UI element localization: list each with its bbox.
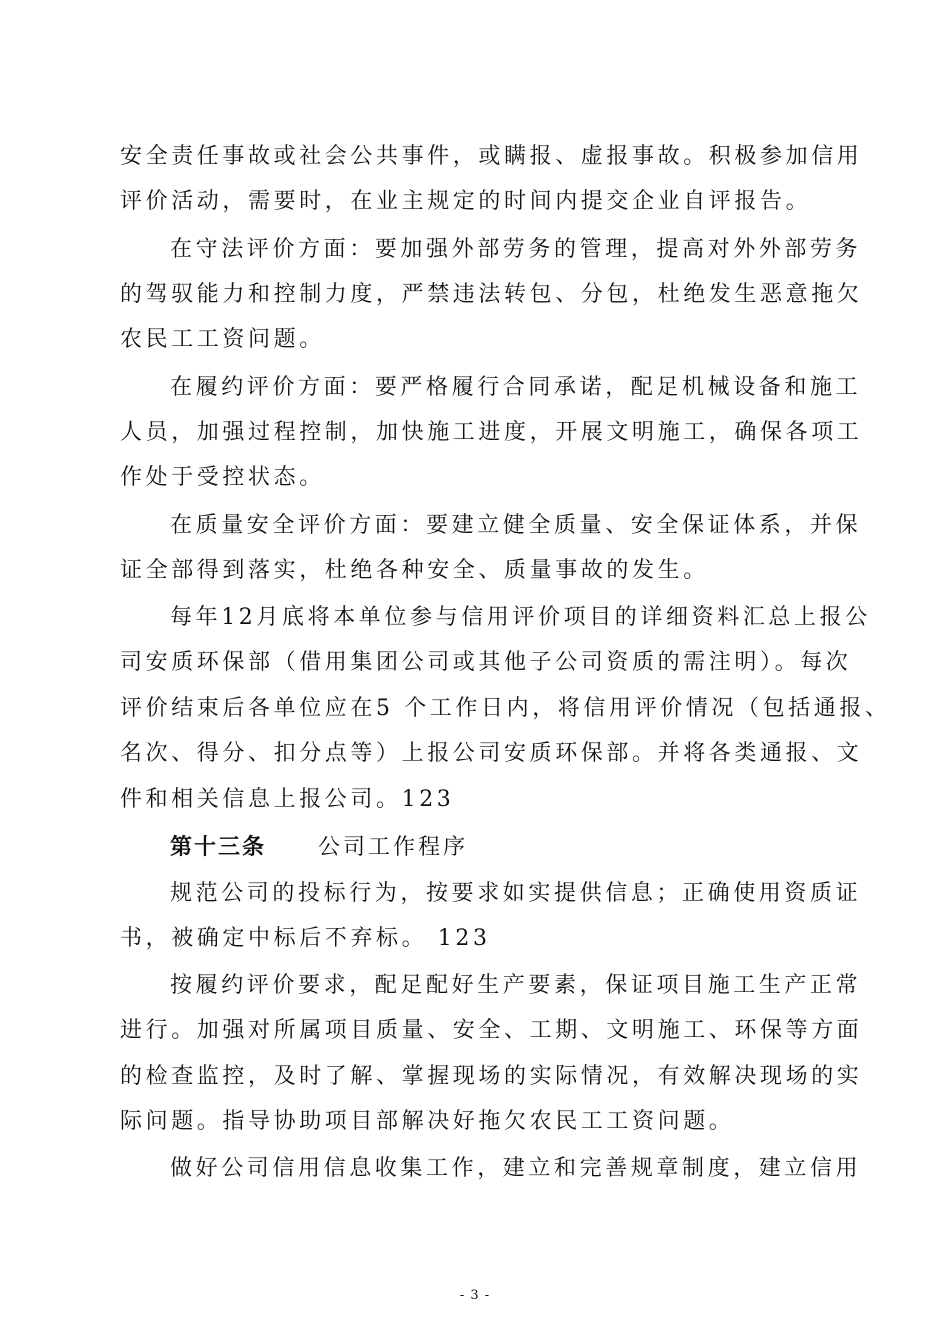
paragraph-line: 在质量安全评价方面：要建立健全质量、安全保证体系，并保 xyxy=(170,513,862,538)
article-title: 公司工作程序 xyxy=(318,835,469,860)
paragraph-line: 作处于受控状态。 xyxy=(120,465,325,490)
paragraph-line: 在履约评价方面：要严格履行合同承诺，配足机械设备和施工 xyxy=(170,375,862,400)
page-number: - 3 - xyxy=(459,1288,491,1303)
paragraph-line: 人员，加强过程控制，加快施工进度，开展文明施工，确保各项工 xyxy=(120,420,863,445)
paragraph-line: 在守法评价方面：要加强外部劳务的管理，提高对外外部劳务 xyxy=(170,237,862,262)
paragraph-line: 安全责任事故或社会公共事件，或瞒报、虚报事故。积极参加信用 xyxy=(120,144,863,169)
paragraph-line: 件和相关信息上报公司。123 xyxy=(120,787,455,812)
paragraph-line: 评价结束后各单位应在5 个工作日内，将信用评价情况（包括通报、 xyxy=(120,696,891,721)
paragraph-line: 每年12月底将本单位参与信用评价项目的详细资料汇总上报公 xyxy=(170,605,871,630)
paragraph-line: 进行。加强对所属项目质量、安全、工期、文明施工、环保等方面 xyxy=(120,1018,863,1043)
paragraph-line: 的检查监控，及时了解、掌握现场的实际情况，有效解决现场的实 xyxy=(120,1064,863,1089)
paragraph-line: 名次、得分、扣分点等）上报公司安质环保部。并将各类通报、文 xyxy=(120,741,863,766)
paragraph-line: 农民工工资问题。 xyxy=(120,327,325,352)
paragraph-line: 做好公司信用信息收集工作，建立和完善规章制度，建立信用 xyxy=(170,1156,862,1181)
article-number: 第十三条 xyxy=(170,834,267,860)
paragraph-line: 评价活动，需要时，在业主规定的时间内提交企业自评报告。 xyxy=(120,189,812,214)
paragraph-line: 际问题。指导协助项目部解决好拖欠农民工工资问题。 xyxy=(120,1109,735,1134)
paragraph-line: 司安质环保部（借用集团公司或其他子公司资质的需注明）。每次 xyxy=(120,650,852,675)
paragraph-line: 的驾驭能力和控制力度，严禁违法转包、分包，杜绝发生恶意拖欠 xyxy=(120,282,863,307)
article-heading xyxy=(170,835,468,860)
paragraph-line: 规范公司的投标行为，按要求如实提供信息；正确使用资质证 xyxy=(170,881,862,906)
paragraph-line: 按履约评价要求，配足配好生产要素，保证项目施工生产正常 xyxy=(170,973,862,998)
paragraph-line: 书，被确定中标后不弃标。 123 xyxy=(120,926,491,951)
paragraph-line: 证全部得到落实，杜绝各种安全、质量事故的发生。 xyxy=(120,558,709,583)
